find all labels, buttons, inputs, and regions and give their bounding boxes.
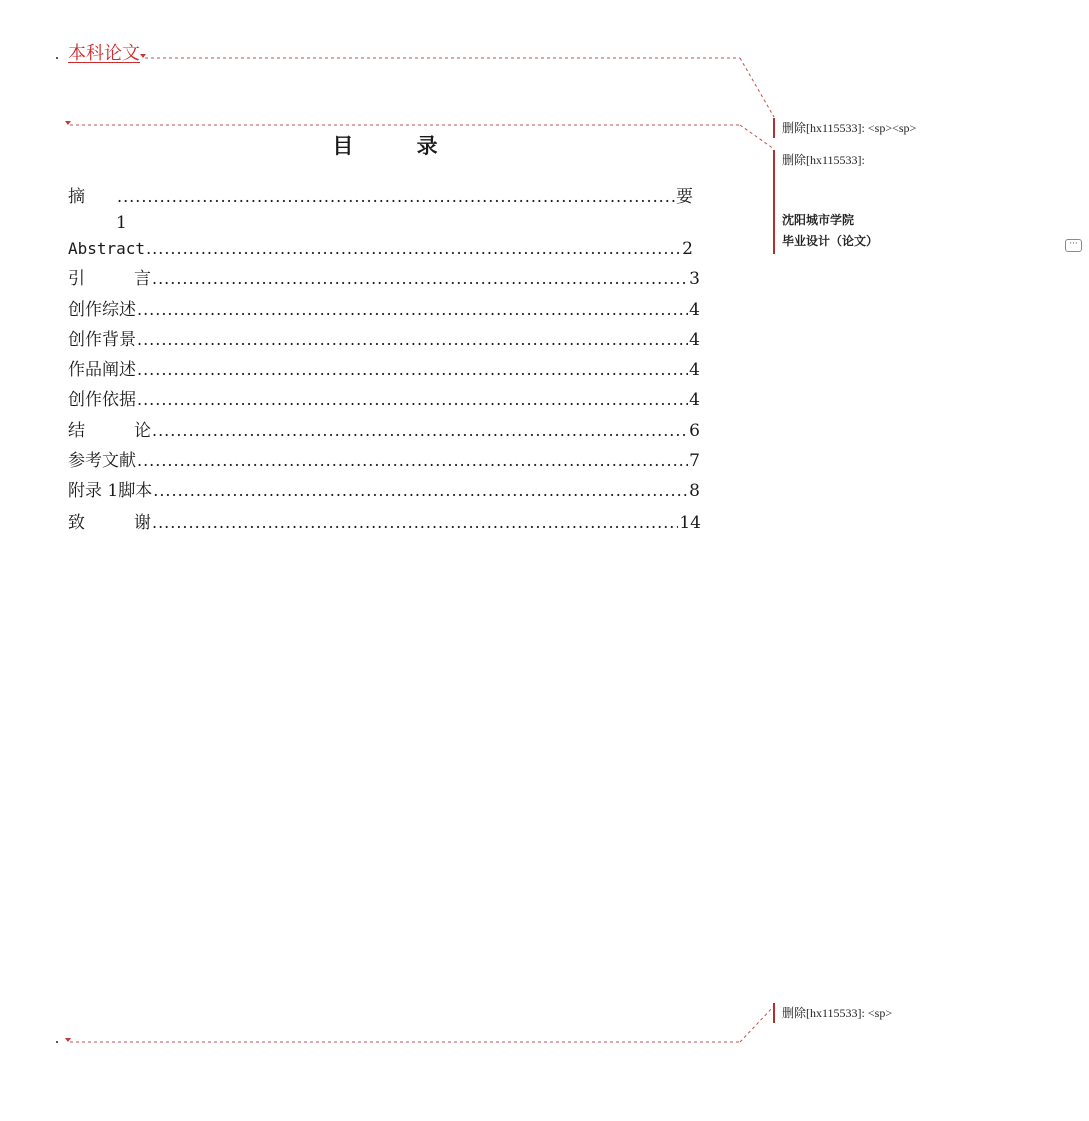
toc-leader-dots — [152, 268, 688, 290]
inserted-header-text[interactable]: 本科论文 — [68, 43, 140, 64]
deletion-marker-icon — [140, 54, 146, 58]
toc-leader-dots — [137, 329, 688, 351]
paragraph-mark-dot — [56, 1041, 58, 1043]
toc-leader-dots — [137, 299, 688, 321]
toc-leader-dots — [137, 359, 688, 381]
toc-entry-page: 8 — [689, 481, 700, 501]
balloon-deleted-text: 沈阳城市学院 — [782, 213, 855, 227]
toc-entry-page: 要 — [676, 187, 693, 207]
balloon-text: 删除[hx115533]: — [782, 153, 865, 167]
toc-leader-dots — [146, 238, 681, 260]
toc-label-char: 论 — [134, 421, 151, 441]
toc-entry-label: 参考文献 — [68, 451, 136, 471]
toc-entry-label: 附录 1脚本 — [68, 481, 153, 501]
toc-entry-abstract-cn[interactable] — [68, 186, 693, 208]
toc-leader-dots — [153, 480, 688, 502]
revision-balloon-deletion[interactable] — [773, 118, 916, 138]
balloon-text: 删除[hx115533]: <sp><sp> — [782, 121, 917, 135]
toc-entry-page: 14 — [679, 513, 701, 533]
toc-entry-creation-background[interactable] — [68, 329, 700, 351]
toc-entry-label: Abstract — [68, 239, 146, 258]
toc-leader-dots — [152, 512, 678, 534]
balloon-text: 删除[hx115533]: <sp> — [782, 1006, 893, 1020]
toc-entry-page: 4 — [689, 390, 700, 410]
toc-label-char: 引 — [68, 269, 85, 289]
toc-label-char: 结 — [68, 421, 85, 441]
toc-entry-references[interactable] — [68, 450, 700, 472]
more-options-icon[interactable]: ··· — [1065, 239, 1082, 252]
revision-balloon-deletion[interactable] — [773, 150, 878, 254]
toc-entry-label: 摘 — [68, 187, 85, 207]
toc-entry-creation-overview[interactable] — [68, 299, 700, 321]
toc-entry-page: 2 — [682, 239, 693, 259]
toc-title: 目 录 — [332, 134, 466, 158]
toc-label-char: 致 — [68, 513, 85, 533]
revision-balloon-deletion[interactable] — [773, 1003, 892, 1023]
toc-entry-label — [68, 268, 151, 290]
toc-entry-page: 3 — [689, 269, 700, 289]
toc-leader-dots — [137, 389, 688, 411]
deletion-marker-icon — [65, 1038, 71, 1042]
toc-entry-appendix-script[interactable] — [68, 480, 700, 502]
toc-leader-dots — [152, 420, 688, 442]
toc-entry-continuation: 1 — [116, 213, 127, 233]
deletion-marker-icon — [65, 121, 71, 125]
toc-entry-label — [68, 420, 151, 442]
toc-entry-work-description[interactable] — [68, 359, 700, 381]
toc-leader-dots — [117, 186, 675, 208]
balloon-deleted-text: 毕业设计（论文） — [782, 234, 879, 248]
toc-entry-introduction[interactable] — [68, 268, 700, 290]
toc-entry-creation-basis[interactable] — [68, 389, 700, 411]
toc-entry-page: 4 — [689, 300, 700, 320]
toc-entry-label: 创作依据 — [68, 390, 136, 410]
toc-entry-page: 4 — [689, 330, 700, 350]
toc-entry-label: 创作综述 — [68, 300, 136, 320]
toc-leader-dots — [137, 450, 688, 472]
toc-entry-label: 作品阐述 — [68, 360, 136, 380]
toc-entry-label: 创作背景 — [68, 330, 136, 350]
toc-entry-label — [68, 512, 151, 534]
toc-entry-acknowledgements[interactable] — [68, 512, 701, 534]
toc-entry-page: 4 — [689, 360, 700, 380]
toc-entry-page: 7 — [689, 451, 700, 471]
toc-entry-abstract[interactable] — [68, 238, 693, 260]
toc-label-char: 言 — [134, 269, 151, 289]
toc-label-char: 谢 — [134, 513, 151, 533]
toc-entry-conclusion[interactable] — [68, 420, 700, 442]
toc-entry-page: 6 — [689, 421, 700, 441]
paragraph-mark-dot — [56, 57, 58, 59]
